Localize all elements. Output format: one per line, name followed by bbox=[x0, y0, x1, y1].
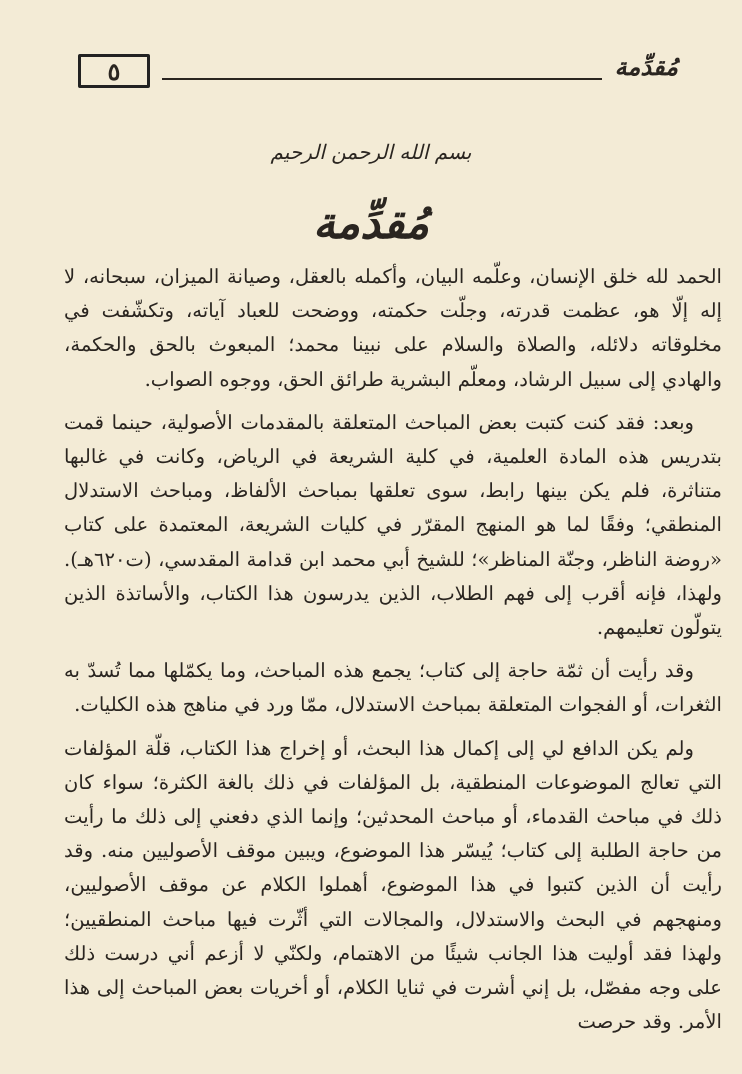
paragraph-1: الحمد لله خلق الإنسان، وعلّمه البيان، وأكمله بالعقل، وصيانة الميزان، سبحانه، لا إله إلّا هو، عظمت قدرته، وجلّت حكمته، ووضحت للعباد آياته، وتكشّفت في مخلوقاته دلائله، والصلاة والسلام على نبينا محمد؛ المبعوث بالحق والحكمة، والهادي إلى سبيل الرشاد، ومعلّم البشرية طرائق الحق، ووجوه الصواب. bbox=[64, 265, 722, 391]
paragraph-3: وقد رأيت أن ثمّة حاجة إلى كتاب؛ يجمع هذه المباحث، وما يكمّلها مما تُسدّ به الثغرات، أو الفجوات المتعلقة بمباحث الاستدلال، ممّا ورد في مناهج هذه الكليات. bbox=[64, 659, 722, 717]
chapter-title: مُقدِّمة bbox=[312, 198, 430, 249]
basmala-calligraphy: بسم الله الرحمن الرحيم bbox=[270, 140, 472, 164]
page-number: ٥ bbox=[107, 56, 121, 86]
page-number-box bbox=[78, 54, 150, 88]
running-head bbox=[78, 52, 678, 94]
paragraph-2: وبعد: فقد كنت كتبت بعض المباحث المتعلقة بالمقدمات الأصولية، حينما قمت بتدريس هذه المادة العلمية، في كلية الشريعة في الرياض، وكانت في غالبها متناثرة، فلم يكن بينها رابط، سوى تعلقها بمباحث الألفاظ، ومباحث الاستدلال المنطقي؛ وفقًا لما هو المنهج المقرّر في كليات الشريعة، المعتمدة على كتاب «روضة الناظر، وجنّة المناظر»؛ للشيخ أبي محمد ابن قدامة المقدسي، (ت٦٢٠هـ). ولهذا، فإنه أقرب إلى فهم الطلاب، الذين يدرسون هذا الكتاب، والأساتذة الذين يتولّون تعليمهم. bbox=[64, 410, 722, 640]
running-head-title: مُقدِّمة bbox=[614, 52, 678, 81]
paragraph-4: ولم يكن الدافع لي إلى إكمال هذا البحث، أو إخراج هذا الكتاب، قلّة المؤلفات التي تعالج الموضوعات المنطقية، بل المؤلفات في ذلك بالغة الكثرة؛ سواء كان ذلك في مباحث القدماء، أو مباحث المحدثين؛ وإنما الذي دفعني إلى ذلك ما رأيت من حاجة الطلبة إلى كتاب؛ يُيسّر هذا الموضوع، ويبين موقف الأصوليين منه. وقد رأيت أن الذين كتبوا في هذا الموضوع، أهملوا الكلام عن موقف الأصوليين، ومنهجهم في البحث والاستدلال، والمجالات التي أثّرت فيها مباحث المنطقيين؛ ولهذا فقد أوليت هذا الجانب شيئًا من الاهتمام، ولكنّي لا أزعم أني درست ذلك على وجه مفصّل، بل إني أشرت في ثنايا الكلام، أو أخريات بعض المباحث إلى هذا الأمر. وقد حرصت bbox=[64, 736, 722, 1034]
header-rule bbox=[162, 78, 602, 80]
body-text bbox=[64, 260, 722, 1048]
